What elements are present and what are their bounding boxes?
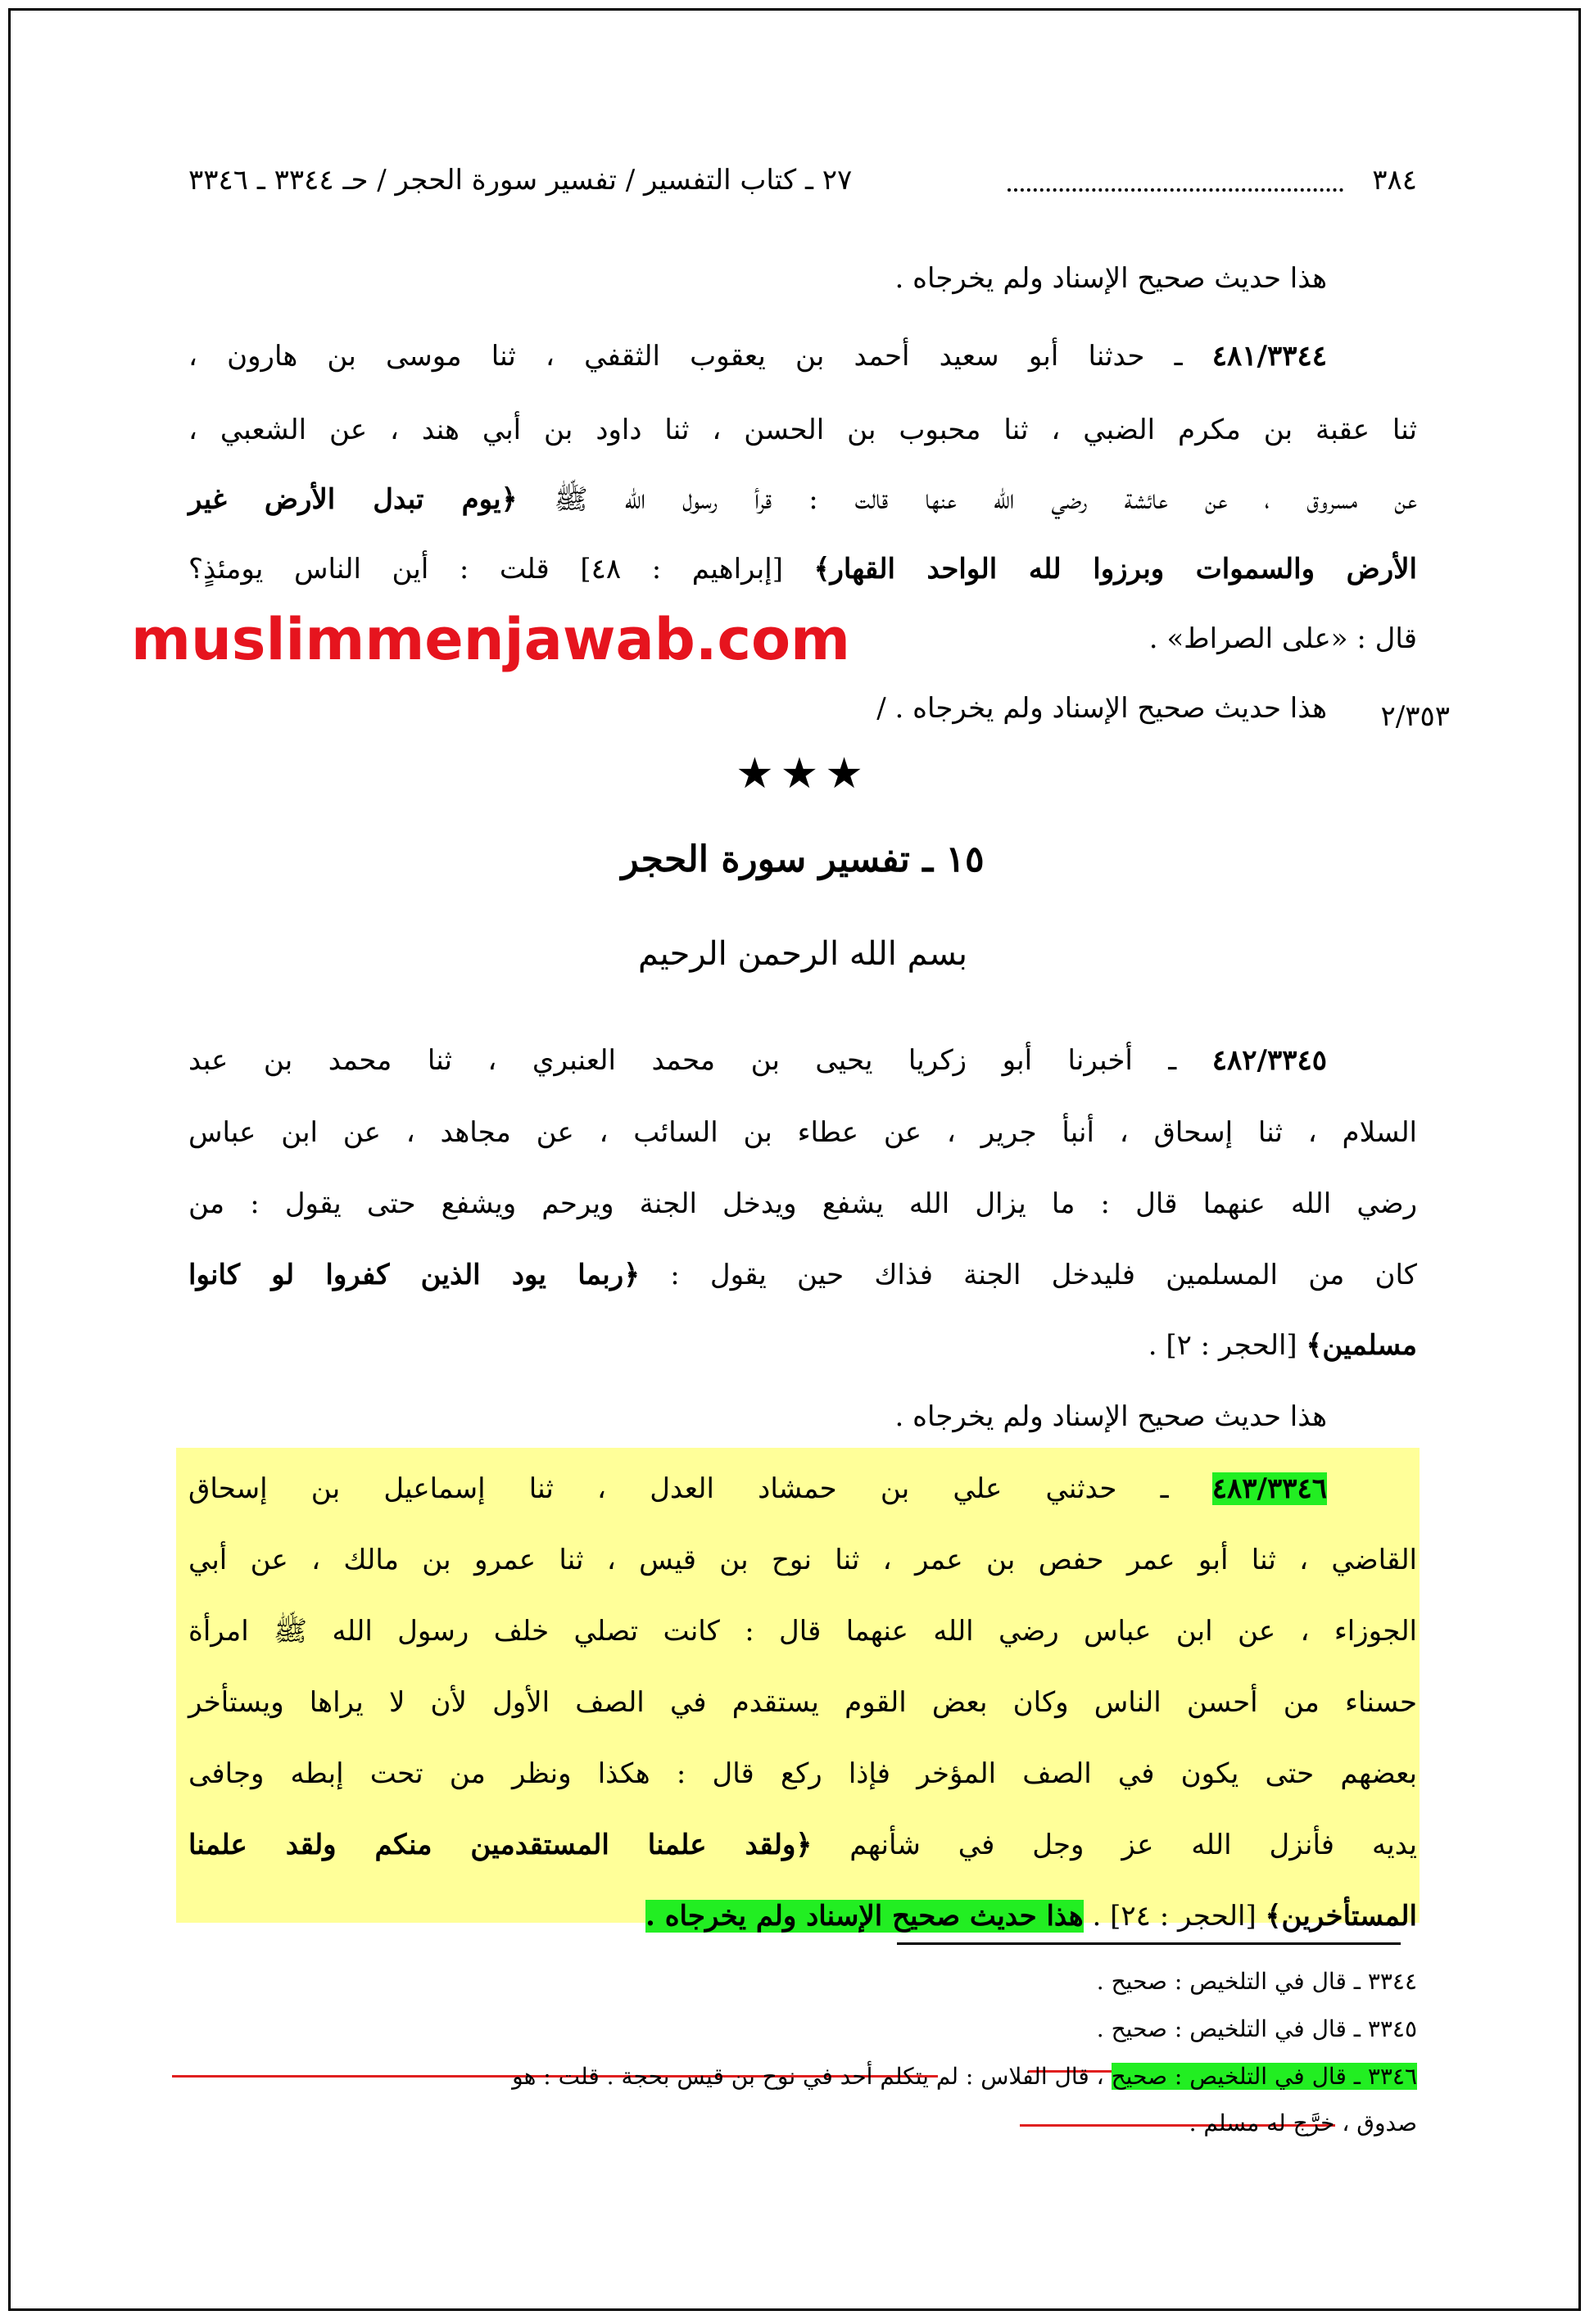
section-stars: ★★★ bbox=[736, 749, 870, 798]
quran-quote: ﴿يوم تبدل الأرض غير bbox=[188, 483, 518, 516]
text-line: القاضي ، ثنا أبو عمر حفص بن عمر ، ثنا نوح بن قيس ، ثنا عمرو بن مالك ، عن أبي bbox=[188, 1544, 1417, 1576]
text-line: بعضهم حتى يكون في الصف المؤخر فإذا ركع قال : هكذا ونظر من تحت إبطه وجافى bbox=[188, 1757, 1417, 1790]
hadith-number: ٤٨١/٣٣٤٤ bbox=[1211, 340, 1327, 373]
section-title: ١٥ ـ تفسير سورة الحجر bbox=[621, 839, 985, 880]
quran-quote: ﴿ربما يود الذين كفروا لو كانوا bbox=[188, 1259, 641, 1291]
text-line: حسناء من أحسن الناس وكان بعض القوم يستقدم في الصف الأول لأن لا يراها ويستأخر bbox=[188, 1686, 1417, 1719]
text-span: ، قال الفلاس : لم يتكلم أحد في نوح بن قيس بحجة . قلت : هو bbox=[512, 2063, 1112, 2090]
text-line: هذا حديث صحيح الإسناد ولم يخرجاه . / bbox=[876, 692, 1327, 725]
running-header bbox=[188, 164, 1417, 213]
text-line bbox=[188, 332, 1417, 381]
footnote: صدوق ، خرَّج له مسلم . bbox=[1189, 2109, 1417, 2136]
quran-quote: الأرض والسموات وبرزوا لله الواحد القهار﴾ bbox=[813, 553, 1418, 586]
text-line bbox=[188, 545, 1417, 594]
header-title: ٢٧ ـ كتاب التفسير / تفسير سورة الحجر / حـ ٣٣٤٤ ـ ٣٣٤٦ bbox=[188, 164, 853, 197]
text-line: السلام ، ثنا إسحاق ، أنبأ جرير ، عن عطاء بن السائب ، عن مجاهد ، عن ابن عباس bbox=[188, 1116, 1417, 1149]
text-line: ثنا عقبة بن مكرم الضبي ، ثنا محبوب بن الحسن ، ثنا داود بن أبي هند ، عن الشعبي ، bbox=[188, 414, 1417, 446]
text-line bbox=[188, 1464, 1417, 1513]
text-line: هذا حديث صحيح الإسناد ولم يخرجاه . bbox=[894, 1400, 1327, 1433]
grading-highlight: هذا حديث صحيح الإسناد ولم يخرجاه . bbox=[645, 1900, 1084, 1933]
text-line: رضي الله عنهما قال : ما يزال الله يشفع ويدخل الجنة ويرحم ويشفع حتى يقول : من bbox=[188, 1187, 1417, 1220]
text-span: يديه فأنزل الله عز وجل في شأنهم bbox=[812, 1829, 1417, 1861]
text-span: ـ حدثني علي بن حمشاد العدل ، ثنا إسماعيل بن إسحاق bbox=[188, 1472, 1212, 1505]
text-line bbox=[188, 1820, 1417, 1870]
page-number: ٣٨٤ bbox=[1372, 164, 1417, 197]
text-line bbox=[188, 1892, 1417, 1941]
footnote bbox=[188, 2058, 1417, 2096]
header-dots bbox=[1008, 165, 1343, 192]
hadith-number: ٤٨٣/٣٣٤٦ bbox=[1211, 1472, 1327, 1505]
text-line bbox=[188, 1036, 1417, 1085]
text-line: هذا حديث صحيح الإسناد ولم يخرجاه . bbox=[894, 262, 1327, 295]
footnote-rule bbox=[897, 1942, 1401, 1945]
text-span: [إبراهيم : ٤٨] قلت : أين الناس يومئذٍ؟ bbox=[188, 553, 814, 586]
basmala: بسم الله الرحمن الرحيم bbox=[637, 935, 968, 973]
text-span: ـ حدثنا أبو سعيد أحمد بن يعقوب الثقفي ، ثنا موسى بن هارون ، bbox=[188, 340, 1212, 373]
footnote: ٣٣٤٤ ـ قال في التلخيص : صحيح . bbox=[1096, 1968, 1417, 1995]
hadith-number: ٤٨٢/٣٣٤٥ bbox=[1211, 1044, 1327, 1077]
text-line: قال : «على الصراط» . bbox=[1148, 622, 1417, 655]
text-line bbox=[188, 475, 1417, 524]
footnote-highlight: ٣٣٤٦ ـ قال في التلخيص : صحيح bbox=[1111, 2063, 1417, 2090]
text-span: ـ أخبرنا أبو زكريا يحيى بن محمد العنبري ، ثنا محمد بن عبد bbox=[188, 1044, 1212, 1077]
text-span: عن مسروق ، عن عائشة رضي الله عنها قالت : قرأ رسول الله ﷺ bbox=[517, 483, 1417, 516]
text-line bbox=[188, 1250, 1417, 1300]
text-line: الجوزاء ، عن ابن عباس رضي الله عنهما قال : كانت تصلي خلف رسول الله ﷺ امرأة bbox=[188, 1615, 1417, 1648]
quran-quote: ﴿ولقد علمنا المستقدمين منكم ولقد علمنا bbox=[188, 1829, 813, 1861]
watermark: muslimmenjawab.com bbox=[131, 606, 850, 673]
text-span: [الحجر : ٢٤] . bbox=[1083, 1900, 1266, 1933]
footnote: ٣٣٤٥ ـ قال في التلخيص : صحيح . bbox=[1096, 2015, 1417, 2042]
text-span: [الحجر : ٢] . bbox=[1148, 1329, 1306, 1362]
quran-quote: المستأخرين﴾ bbox=[1265, 1900, 1417, 1933]
margin-reference: ٢/٣٥٣ bbox=[1380, 700, 1450, 733]
quran-quote: مسلمين﴾ bbox=[1306, 1329, 1417, 1362]
text-span: كان من المسلمين فليدخل الجنة فذاك حين يقول : bbox=[640, 1259, 1417, 1291]
text-line bbox=[188, 1321, 1417, 1370]
